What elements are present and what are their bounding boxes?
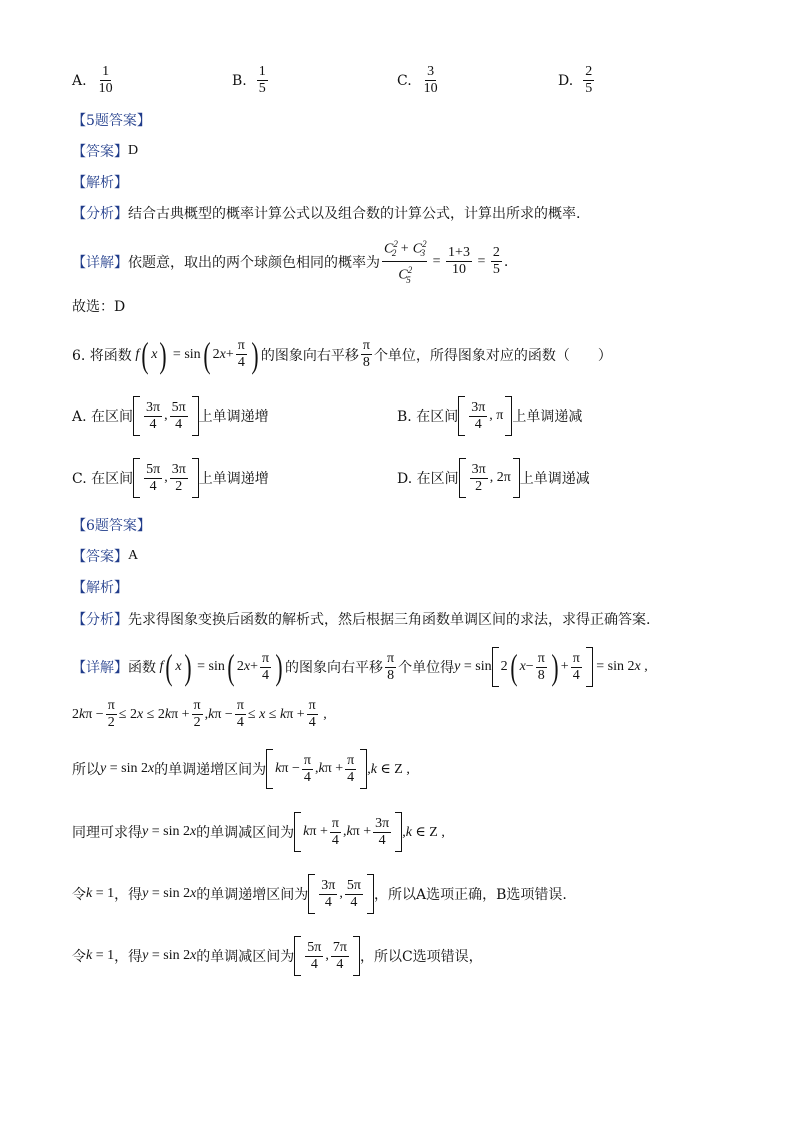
fenxi-text: 先求得图象变换后函数的解析式，然后根据三角函数单调区间的求法，求得正确答案. <box>128 612 651 628</box>
option-prefix: A. 在区间 <box>72 409 134 425</box>
q6-answer-header: 【6题答案】 <box>72 518 151 534</box>
detail-text: ，所以A选项正确，B选项错误. <box>373 887 567 903</box>
q6-option-c: C. 在区间 $\frac{5\pi}{4}$ , $\frac{3\pi}{2}$ 上单调递增 <box>72 458 269 498</box>
q5-choice-line: 故选：D <box>72 299 126 315</box>
detail-text: 的单调递增区间为 <box>196 887 309 903</box>
fenxi-label: 【分析】 <box>72 612 128 628</box>
option-letter: D. <box>558 72 574 89</box>
q6-detail-line: 【详解】 函数 f ( x ) = sin ( 2x+ $\frac{\pi}{4}$ ) 的图象向右平移 $\frac{\pi}{8}$ 个单位得 y = sin 2 ( x − $\frac{\pi}{8}$ ) + $\frac{\pi}{4}$ = sin 2x , <box>72 647 648 687</box>
detail-text: 的单调减区间为 <box>196 825 295 841</box>
option-prefix: C. 在区间 <box>72 471 134 487</box>
q5-fenxi-line <box>72 203 580 223</box>
q5-answer-header: 【5题答案】 <box>72 113 151 129</box>
q6-analysis-header: 【解析】 <box>72 580 128 596</box>
q5-option-b <box>232 64 270 97</box>
q6-option-b: B. 在区间 $\frac{3\pi}{4}$ , π 上单调递减 <box>397 396 582 436</box>
detail-text: 函数 <box>128 660 156 676</box>
probability-formula: $\frac{C^2_2 + C^2_3}{C^2_5}$ <box>382 236 427 288</box>
detail-text: 个单位得 <box>398 660 455 676</box>
q5-analysis-header: 【解析】 <box>72 175 128 191</box>
answer-label: 【答案】 <box>72 144 128 160</box>
detail-label: 【详解】 <box>72 254 128 271</box>
detail-text: 的图象向右平移 <box>285 660 384 676</box>
answer-value: A <box>128 548 139 563</box>
q6-fenxi-line <box>72 609 650 629</box>
q6-let-line-1: 令 k = 1 ，得 y = sin 2x 的单调递增区间为 $\frac{3\pi}{4}$ , $\frac{5\pi}{4}$ ，所以A选项正确，B选项错误. <box>72 874 567 914</box>
stem-mid: 的图象向右平移 <box>260 347 359 364</box>
q5-answer-line <box>72 141 138 161</box>
option-letter: A. <box>72 72 87 89</box>
q5-option-d <box>558 64 596 97</box>
detail-text: 依题意，取出的两个球颜色相同的概率为 <box>128 254 380 271</box>
option-suffix: 上单调递减 <box>519 471 590 487</box>
option-prefix: D. 在区间 <box>397 471 459 487</box>
q6-same-line: 同理可求得 y = sin 2x 的单调减区间为 kπ + $\frac{\pi}{4}$ ,kπ + $\frac{3\pi}{4}$ ,k ∈ Z , <box>72 812 445 852</box>
option-fraction: $\frac{2}{5}$ <box>585 64 593 96</box>
detail-text: 的单调递增区间为 <box>154 762 267 778</box>
q6-option-d: D. 在区间 $\frac{3\pi}{2}$ , 2π 上单调递减 <box>397 458 590 498</box>
stem-prefix: 6. 将函数 <box>72 347 132 364</box>
option-fraction: $\frac{1}{5}$ <box>258 64 266 96</box>
fenxi-label: 【分析】 <box>72 206 128 222</box>
option-prefix: B. 在区间 <box>397 409 459 425</box>
option-letter: C. <box>397 72 412 89</box>
q5-option-c <box>397 64 442 97</box>
answer-value: D <box>128 143 139 158</box>
q6-answer-line <box>72 546 138 566</box>
detail-text: 的单调减区间为 <box>196 949 295 965</box>
option-suffix: 上单调递增 <box>198 471 269 487</box>
option-fraction: $\frac{1}{10}$ <box>98 64 113 96</box>
detail-text: 令 <box>72 887 86 903</box>
option-suffix: 上单调递增 <box>198 409 269 425</box>
detail-label: 【详解】 <box>72 660 128 676</box>
q6-so-line: 所以 y = sin 2x 的单调递增区间为 kπ − $\frac{\pi}{4}$ ,kπ + $\frac{\pi}{4}$ ,k ∈ Z , <box>72 749 410 789</box>
option-fraction: $\frac{3}{10}$ <box>423 64 438 96</box>
detail-text: ，所以C选项错误， <box>359 949 483 965</box>
detail-text: ，得 <box>114 887 143 903</box>
q5-option-a <box>72 64 117 97</box>
q5-detail-line: 【详解】 依题意，取出的两个球颜色相同的概率为 $\frac{C^2_2 + C^2_3}{C^2_5}$ = $\frac{1+3}{10}$ = $\frac{2}{5}$ . <box>72 236 508 288</box>
option-suffix: 上单调递减 <box>512 409 583 425</box>
q6-inequality-line: 2kπ − $\frac{\pi}{2}$ ≤ 2x ≤ 2kπ + $\frac{\pi}{2}$ ,kπ − $\frac{\pi}{4}$ ≤ x ≤ kπ + $\frac{\pi}{4}$ , <box>72 698 327 730</box>
q6-let-line-2: 令 k = 1 ，得 y = sin 2x 的单调减区间为 $\frac{5\pi}{4}$ , $\frac{7\pi}{4}$ ，所以C选项错误， <box>72 936 483 976</box>
q6-option-a: A. 在区间 $\frac{3\pi}{4}$ , $\frac{5\pi}{4}$ 上单调递增 <box>72 396 269 436</box>
detail-text: 同理可求得 <box>72 825 142 841</box>
stem-suffix: 个单位，所得图象对应的函数（ ） <box>373 347 612 364</box>
q6-stem: 6. 将函数 f ( x ) = sin ( 2x+ $\frac{\pi}{4}$ ) 的图象向右平移 $\frac{\pi}{8}$ 个单位，所得图象对应的函数（ ） <box>72 334 612 375</box>
fenxi-text: 结合古典概型的概率计算公式以及组合数的计算公式，计算出所求的概率. <box>128 206 581 222</box>
detail-text: 令 <box>72 949 86 965</box>
detail-text: ，得 <box>114 949 143 965</box>
option-letter: B. <box>232 72 247 89</box>
answer-label: 【答案】 <box>72 549 128 565</box>
detail-text: 所以 <box>72 762 100 778</box>
